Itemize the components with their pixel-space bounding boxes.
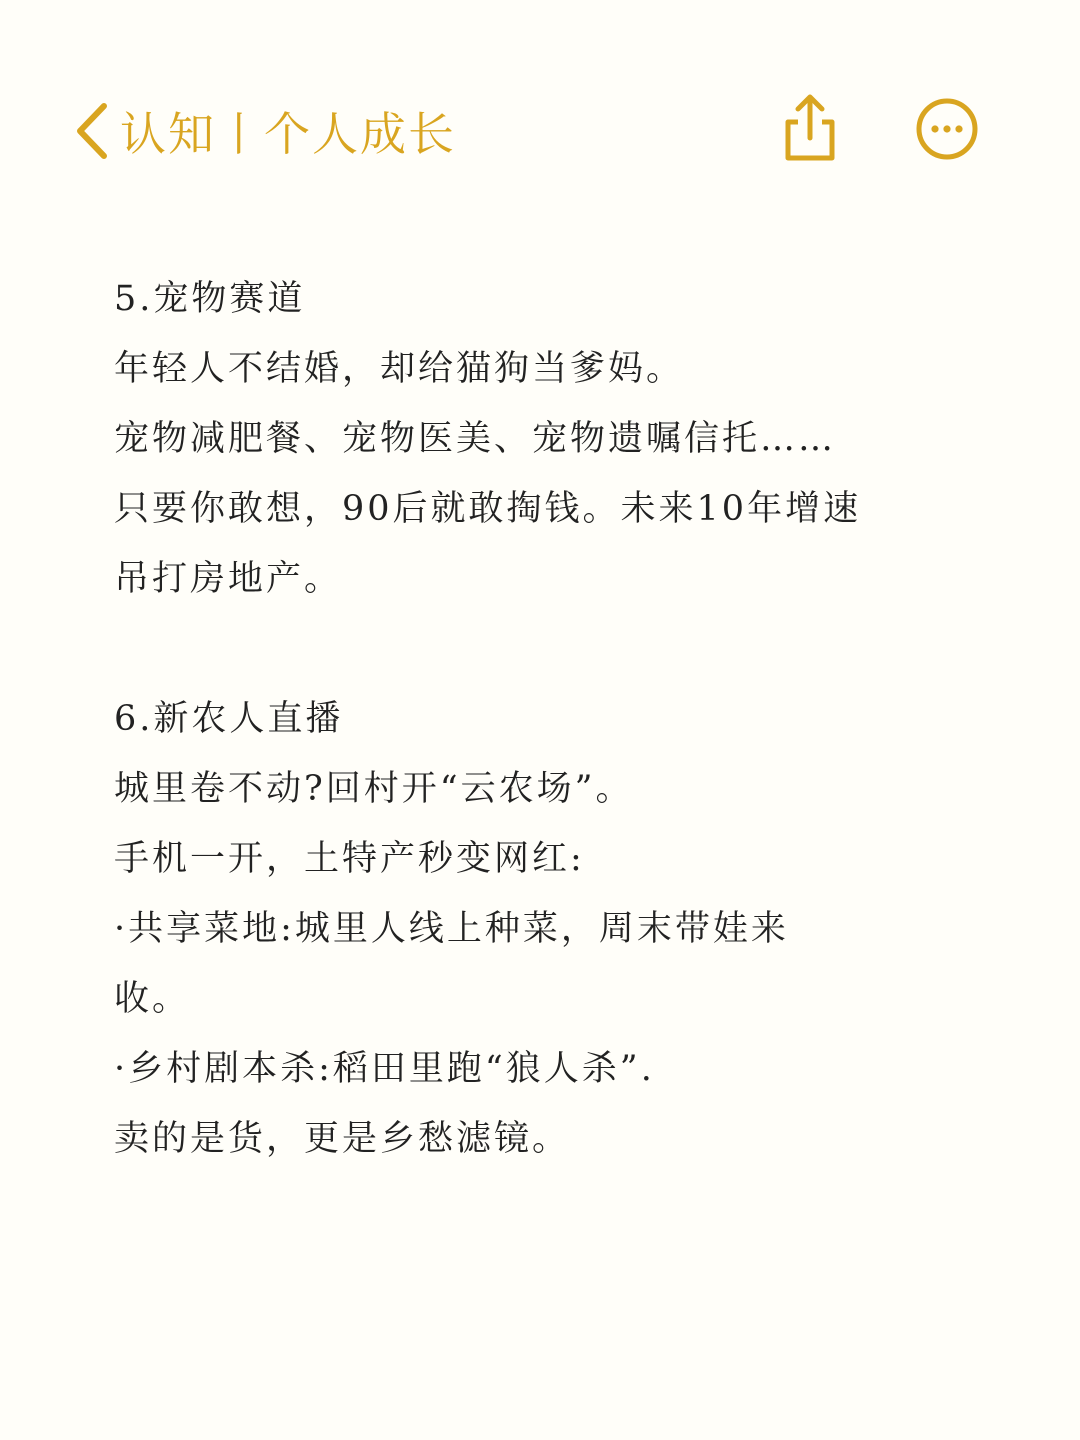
- text-line: 手机一开，土特产秒变网红:: [114, 839, 585, 879]
- bullet-line: ·共享菜地:城里人线上种菜，周末带娃来: [114, 909, 789, 949]
- share-button[interactable]: [776, 92, 844, 164]
- text-line: 吊打房地产。: [114, 559, 343, 599]
- section-heading: 5.宠物赛道: [114, 279, 306, 319]
- text-line: 宠物减肥餐、宠物医美、宠物遗嘱信托……: [114, 419, 837, 459]
- text-line: 城里卷不动?回村开“云农场”。: [114, 769, 634, 809]
- section-new-farmer-live: [114, 684, 964, 1174]
- bullet-line: ·乡村剧本杀:稻田里跑“狼人杀”.: [114, 1049, 655, 1089]
- text-line: 年轻人不结婚，却给猫狗当爹妈。: [114, 349, 685, 389]
- back-button-label: 认知丨个人成长: [120, 107, 456, 161]
- text-line: 只要你敢想，90后就敢掏钱。未来10年增速: [114, 489, 862, 529]
- share-icon: [776, 92, 844, 164]
- section-heading: 6.新农人直播: [114, 699, 344, 739]
- text-line: 卖的是货，更是乡愁滤镜。: [114, 1119, 571, 1159]
- text-line: 收。: [114, 979, 191, 1019]
- section-pet-track: [114, 264, 964, 614]
- nav-header: [0, 90, 1080, 170]
- chevron-left-icon: [72, 102, 110, 160]
- more-circle-icon: [914, 96, 980, 162]
- note-body: [114, 264, 964, 1244]
- back-button[interactable]: [72, 96, 456, 166]
- more-button[interactable]: [914, 96, 980, 162]
